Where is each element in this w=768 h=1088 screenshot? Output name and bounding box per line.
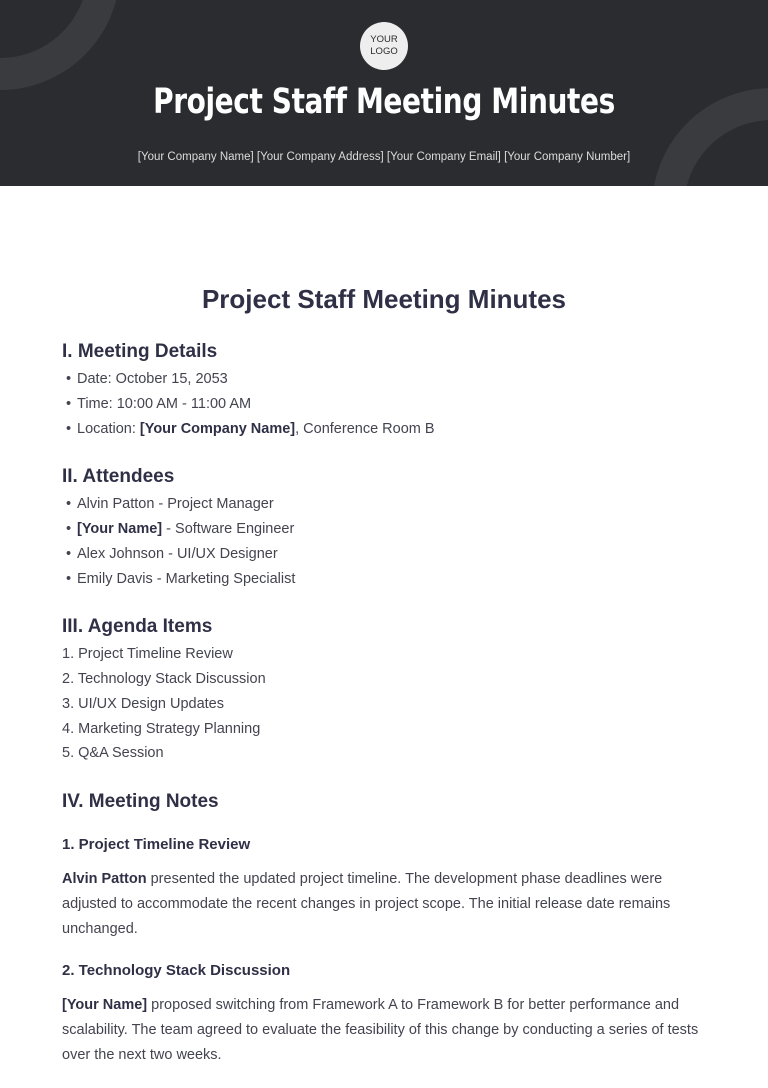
attendee-item [62, 546, 278, 562]
note-2-presenter: [Your Name] [62, 997, 148, 1013]
bullet: • [66, 546, 72, 562]
attendee-item [62, 571, 295, 587]
detail-location [62, 421, 435, 437]
location-prefix: Location: [77, 421, 140, 437]
decorative-arc-top-left [0, 0, 120, 90]
location-suffix: , Conference Room B [295, 421, 435, 437]
attendee-item [62, 496, 274, 512]
attendee-item [62, 521, 294, 537]
meeting-notes-heading: IV. Meeting Notes [62, 791, 219, 812]
agenda-item: 5. Q&A Session [62, 745, 164, 761]
attendees-heading: II. Attendees [62, 466, 175, 487]
meeting-details-heading: I. Meeting Details [62, 341, 218, 362]
bullet: • [66, 396, 72, 412]
agenda-item: 3. UI/UX Design Updates [62, 696, 224, 712]
agenda-item: 1. Project Timeline Review [62, 646, 233, 662]
attendee-text: Emily Davis - Marketing Specialist [77, 571, 296, 587]
agenda-item: 4. Marketing Strategy Planning [62, 721, 261, 737]
bullet: • [66, 521, 72, 537]
note-2-paragraph [62, 993, 712, 1068]
bullet: • [66, 571, 72, 587]
detail-time [62, 396, 251, 412]
attendee-name: [Your Name] [77, 521, 163, 537]
detail-time-text: Time: 10:00 AM - 11:00 AM [77, 396, 252, 412]
document-title: Project Staff Meeting Minutes [201, 284, 567, 314]
note-1-text: presented the updated project timeline. The development phase deadlines were adjusted to accommodate the recent changes in project scope. The initial release date remains unchanged. [62, 871, 671, 937]
company-logo [360, 22, 408, 70]
note-1-heading: 1. Project Timeline Review [62, 836, 251, 853]
note-1-presenter: Alvin Patton [62, 871, 147, 887]
agenda-item: 2. Technology Stack Discussion [62, 671, 266, 687]
bullet: • [66, 496, 72, 512]
detail-date [62, 371, 228, 387]
company-contact-info: [Your Company Name] [Your Company Address] [Your Company Email] [Your Company Number] [137, 151, 631, 163]
note-1-paragraph [62, 867, 712, 942]
header-banner [0, 0, 768, 186]
logo-text-line2: LOGO [370, 46, 398, 57]
location-company: [Your Company Name] [139, 421, 296, 437]
bullet: • [66, 371, 72, 387]
detail-date-text: Date: October 15, 2053 [77, 371, 228, 387]
attendee-role: - Software Engineer [162, 521, 295, 537]
header-title: Project Staff Meeting Minutes [153, 82, 615, 122]
agenda-heading: III. Agenda Items [62, 616, 213, 637]
attendee-text: Alvin Patton - Project Manager [77, 496, 274, 512]
note-2-text: proposed switching from Framework A to Framework B for better performance and scalability. The team agreed to evaluate the feasibility of this change by conducting a series of tests over the next two weeks. [62, 997, 699, 1063]
attendee-text: Alex Johnson - UI/UX Designer [77, 546, 278, 562]
bullet: • [66, 421, 72, 437]
note-2-heading: 2. Technology Stack Discussion [62, 962, 291, 979]
logo-text-line1: YOUR [370, 34, 398, 45]
